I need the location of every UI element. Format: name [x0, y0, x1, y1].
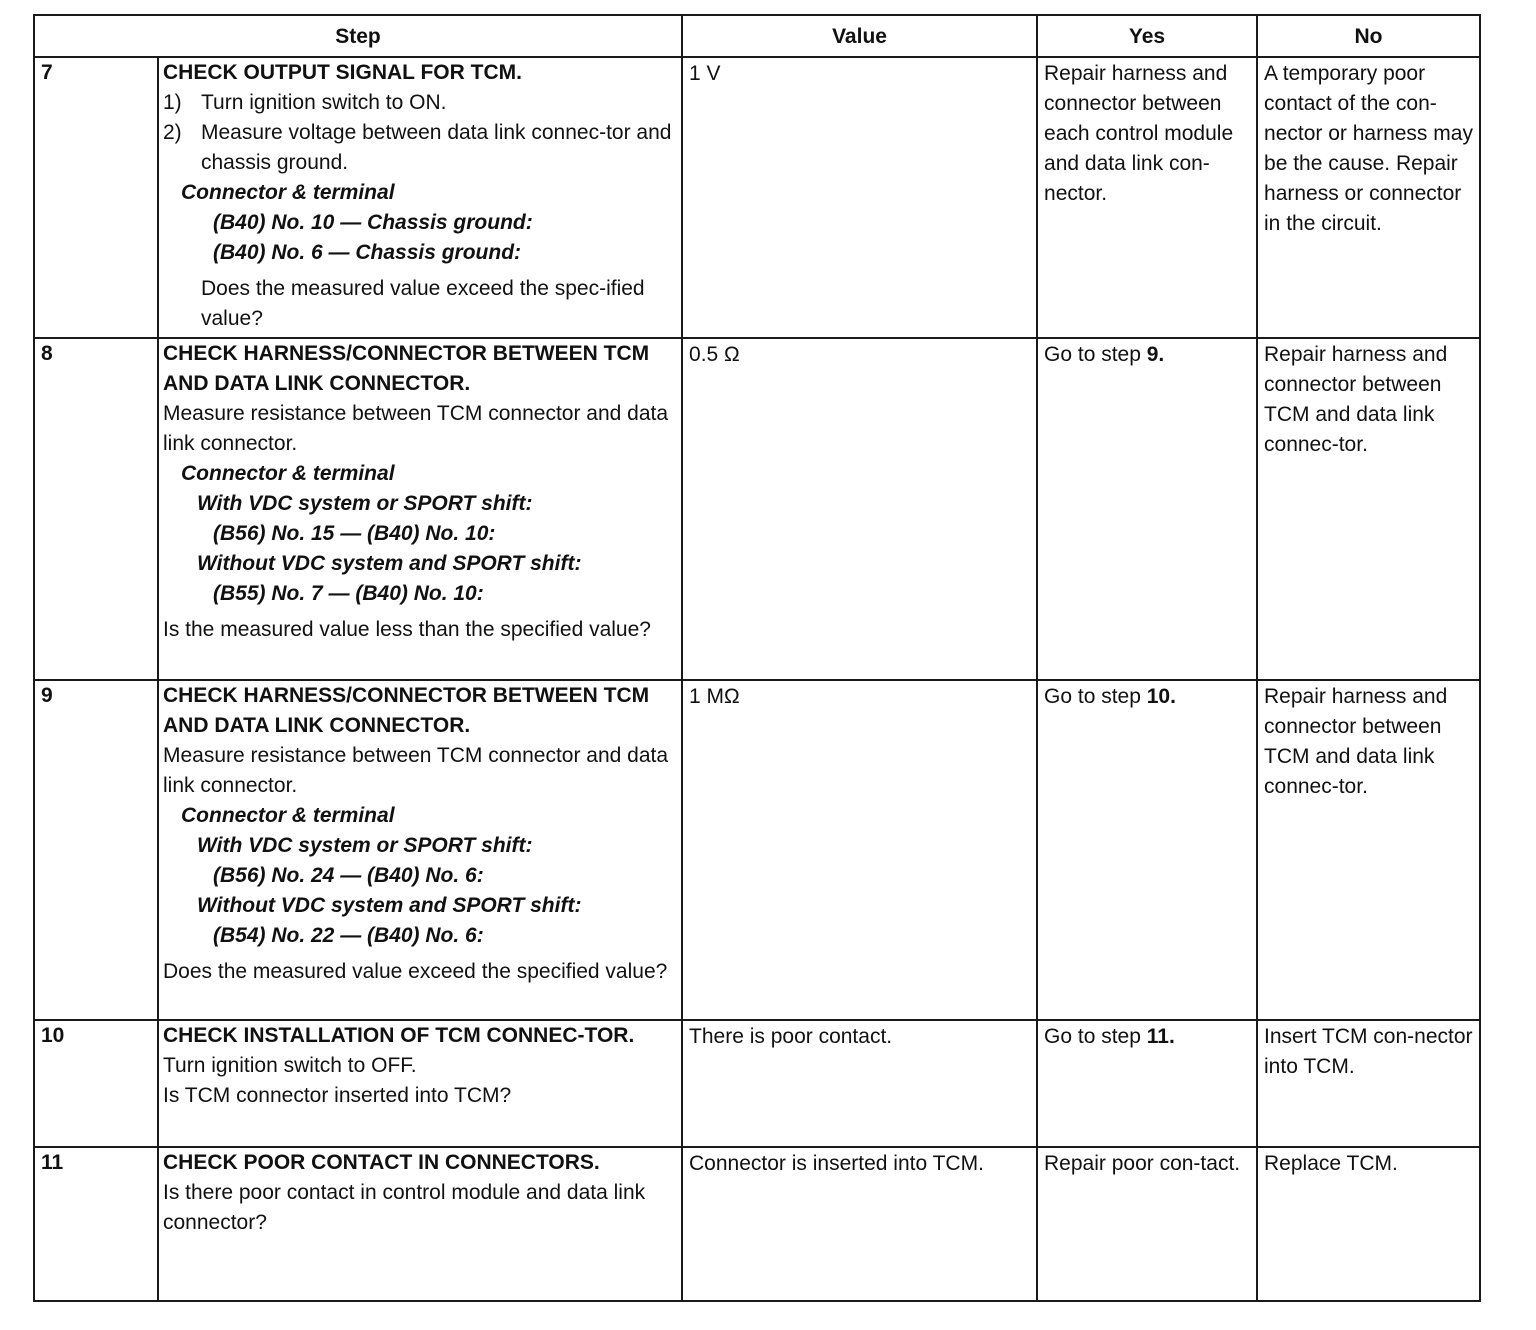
table-row [34, 680, 1480, 1020]
step-question: Is the measured value less than the specified value? [163, 618, 651, 641]
header-value: Value [682, 15, 1037, 57]
yes-cell: Go to step 9. [1037, 338, 1257, 680]
value-cell: 1 MΩ [682, 680, 1037, 1020]
header-yes: Yes [1037, 15, 1257, 57]
step-number: 9 [34, 680, 158, 1020]
no-cell: Repair harness and connector between TCM and data link connec-tor. [1257, 338, 1480, 680]
step-title: CHECK POOR CONTACT IN CONNECTORS. [163, 1151, 600, 1174]
no-cell: Replace TCM. [1257, 1147, 1480, 1301]
step-link: 11. [1146, 1025, 1175, 1048]
table-row [34, 57, 1480, 338]
step-link: 10. [1146, 685, 1176, 708]
yes-cell: Go to step 11. [1037, 1020, 1257, 1147]
terminal-spec: (B56) No. 15 — (B40) No. 10: [213, 522, 496, 545]
step-question: Is TCM connector inserted into TCM? [163, 1084, 512, 1107]
step-cell [158, 1020, 682, 1147]
table-row [34, 1147, 1480, 1301]
step-cell [158, 680, 682, 1020]
no-cell: Insert TCM con-nector into TCM. [1257, 1020, 1480, 1147]
header-no: No [1257, 15, 1480, 57]
step-description: Turn ignition switch to OFF. [163, 1054, 417, 1077]
terminal-spec: (B40) No. 6 — Chassis ground: [213, 241, 522, 264]
table-row [34, 1020, 1480, 1147]
header-step: Step [34, 15, 682, 57]
step-item: 2) Measure voltage between data link connec-tor and chassis ground. [163, 121, 672, 174]
step-item: 1) Turn ignition switch to ON. [163, 91, 447, 114]
value-cell: 0.5 Ω [682, 338, 1037, 680]
step-title: CHECK INSTALLATION OF TCM CONNEC-TOR. [163, 1024, 635, 1047]
yes-cell: Repair poor con-tact. [1037, 1147, 1257, 1301]
terminal-spec: (B40) No. 10 — Chassis ground: [213, 211, 533, 234]
with-vdc-label: With VDC system or SPORT shift: [197, 492, 533, 515]
step-title: CHECK HARNESS/CONNECTOR BETWEEN TCM AND DATA LINK CONNECTOR. [163, 684, 650, 737]
value-cell: There is poor contact. [682, 1020, 1037, 1147]
table-row [34, 338, 1480, 680]
step-question: Is there poor contact in control module and data link connector? [163, 1181, 646, 1234]
step-number: 10 [34, 1020, 158, 1147]
no-cell: A temporary poor contact of the con-nector or harness may be the cause. Repair harness or connector in the circuit. [1257, 57, 1480, 338]
step-cell [158, 1147, 682, 1301]
step-title: CHECK HARNESS/CONNECTOR BETWEEN TCM AND DATA LINK CONNECTOR. [163, 342, 650, 395]
terminal-spec: (B55) No. 7 — (B40) No. 10: [213, 582, 484, 605]
step-title: CHECK OUTPUT SIGNAL FOR TCM. [163, 61, 522, 84]
table-header-row [34, 15, 1480, 57]
step-question: Does the measured value exceed the spec-ified value? [201, 277, 645, 330]
step-description: Measure resistance between TCM connector and data link connector. [163, 402, 669, 455]
connector-terminal-label: Connector & terminal [181, 462, 395, 485]
without-vdc-label: Without VDC system and SPORT shift: [197, 552, 582, 575]
step-cell [158, 338, 682, 680]
no-cell: Repair harness and connector between TCM and data link connec-tor. [1257, 680, 1480, 1020]
terminal-spec: (B54) No. 22 — (B40) No. 6: [213, 924, 484, 947]
step-number: 7 [34, 57, 158, 338]
step-cell [158, 57, 682, 338]
step-number: 8 [34, 338, 158, 680]
step-question: Does the measured value exceed the specified value? [163, 960, 668, 983]
step-link: 9. [1146, 343, 1165, 366]
connector-terminal-label: Connector & terminal [181, 181, 395, 204]
yes-cell: Go to step 10. [1037, 680, 1257, 1020]
value-cell: 1 V [682, 57, 1037, 338]
connector-terminal-label: Connector & terminal [181, 804, 395, 827]
with-vdc-label: With VDC system or SPORT shift: [197, 834, 533, 857]
terminal-spec: (B56) No. 24 — (B40) No. 6: [213, 864, 484, 887]
yes-cell: Repair harness and connector between each control module and data link con-nector. [1037, 57, 1257, 338]
value-cell: Connector is inserted into TCM. [682, 1147, 1037, 1301]
step-number: 11 [34, 1147, 158, 1301]
diagnostic-table [33, 14, 1481, 1302]
without-vdc-label: Without VDC system and SPORT shift: [197, 894, 582, 917]
step-description: Measure resistance between TCM connector and data link connector. [163, 744, 669, 797]
